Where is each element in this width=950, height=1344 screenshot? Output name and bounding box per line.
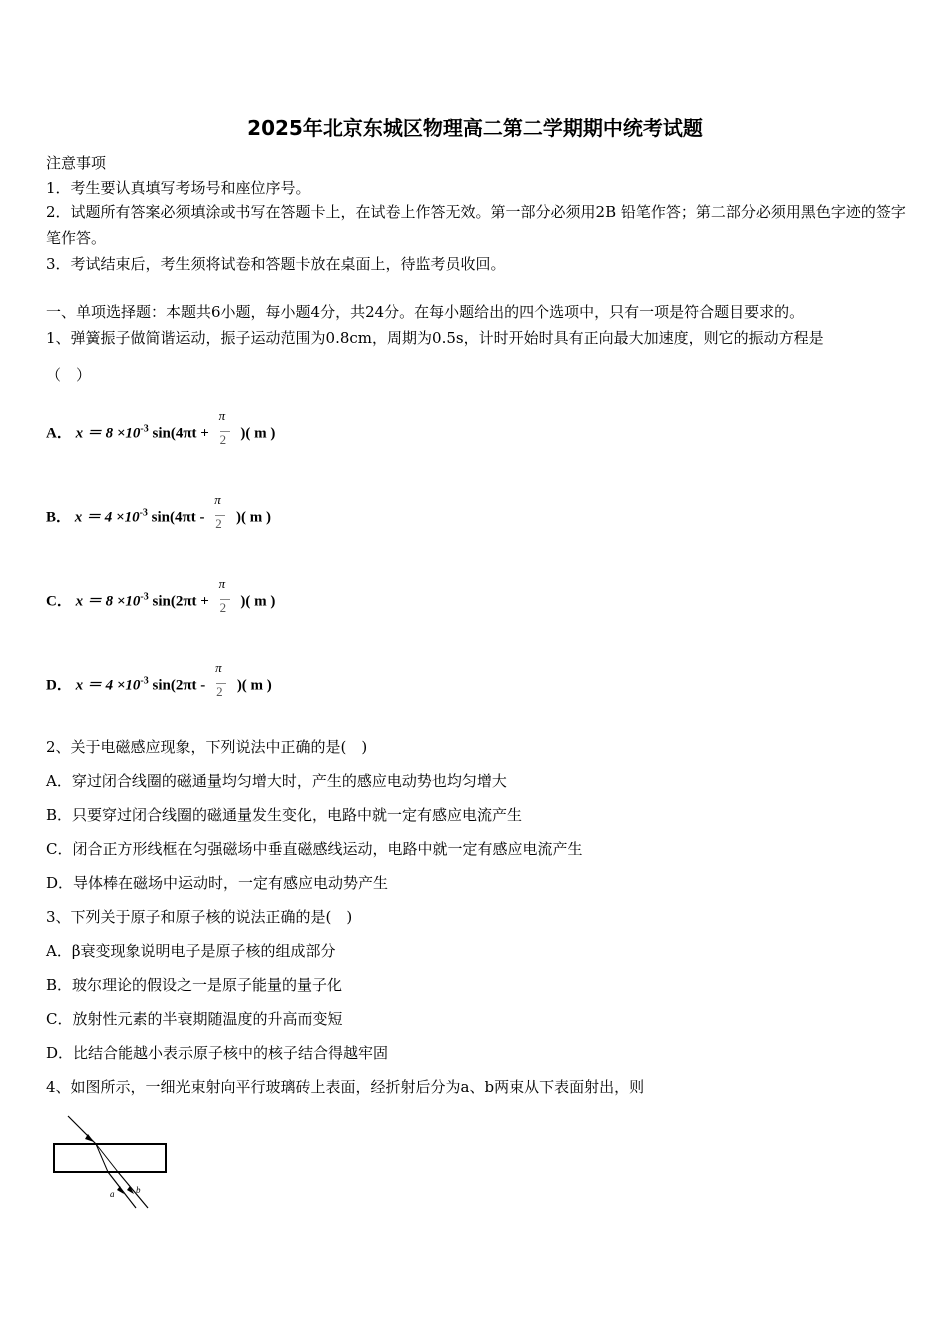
q2-option-a: A．穿过闭合线圈的磁通量均匀增大时，产生的感应电动势也均匀增大: [46, 772, 507, 790]
q4-stem: 4、如图所示，一细光束射向平行玻璃砖上表面，经折射后分为a、b两束从下表面射出，则: [46, 1078, 645, 1096]
option-post: )( m ): [236, 677, 272, 694]
q2-option-d: D．导体棒在磁场中运动时，一定有感应电动势产生: [46, 874, 389, 892]
refracted-ray-b: [96, 1144, 118, 1172]
option-mid: sin(4πt -: [147, 509, 205, 526]
option-exp: -3: [140, 423, 149, 435]
option-label: A．: [46, 425, 72, 442]
page-title: 2025年北京东城区物理高二第二学期期中统考试题: [247, 116, 703, 140]
q3-option-a: A．β衰变现象说明电子是原子核的组成部分: [46, 942, 336, 960]
option-post: )( m ): [235, 509, 271, 526]
option-exp: -3: [140, 675, 149, 687]
q2-stem: 2、关于电磁感应现象，下列说法中正确的是( ): [46, 738, 368, 756]
option-label: C．: [46, 593, 72, 610]
option-pre: x ＝ 8 ×10: [75, 593, 141, 610]
q3-stem: 3、下列关于原子和原子核的说法正确的是( ): [46, 908, 353, 926]
option-pre: x ＝ 4 ×10: [75, 677, 141, 694]
notice-heading: 注意事项: [46, 154, 107, 172]
q2-option-b: B．只要穿过闭合线圈的磁通量发生变化，电路中就一定有感应电流产生: [46, 806, 523, 824]
option-label: D．: [46, 677, 72, 694]
q3-option-d: D．比结合能越小表示原子核中的核子结合得越牢固: [46, 1044, 389, 1062]
label-b: b: [136, 1185, 141, 1195]
notice-item-2: 2．试题所有答案必须填涂或书写在答题卡上，在试卷上作答无效。第一部分必须用2B 铅笔作答；第二部分必须用黑色字迹的签字笔作答。: [46, 203, 906, 247]
option-pre: x ＝ 8 ×10: [75, 425, 141, 442]
fraction: $\frac{\pi}{2}$: [211, 498, 229, 538]
fraction: $\frac{\pi}{2}$: [216, 582, 234, 622]
refracted-ray-a: [96, 1144, 108, 1172]
q3-option-b: B．玻尔理论的假设之一是原子能量的量子化: [46, 976, 343, 994]
notice-item-3: 3．考试结束后，考生须将试卷和答题卡放在桌面上，待监考员收回。: [46, 255, 506, 273]
notice-item-1: 1．考生要认真填写考场号和座位序号。: [46, 179, 311, 197]
fraction: $\frac{\pi}{2}$: [216, 414, 234, 454]
section-heading: 一、单项选择题：本题共6小题，每小题4分，共24分。在每小题给出的四个选项中，只有一项是符合题目要求的。: [46, 303, 805, 321]
q3-option-c: C．放射性元素的半衰期随温度的升高而变短: [46, 1010, 343, 1028]
q1-option-c: [46, 576, 276, 622]
label-a: a: [110, 1189, 115, 1199]
option-exp: -3: [140, 591, 149, 603]
option-exp: -3: [139, 507, 148, 519]
glass-block: [54, 1144, 166, 1172]
option-post: )( m ): [240, 425, 276, 442]
option-post: )( m ): [240, 593, 276, 610]
q1-option-d: [46, 660, 272, 706]
q2-option-c: C．闭合正方形线框在匀强磁场中垂直磁感线运动，电路中就一定有感应电流产生: [46, 840, 583, 858]
q1-option-a: [46, 408, 276, 454]
q1-paren: （ ）: [46, 366, 92, 384]
glass-block-diagram: [50, 1112, 180, 1212]
fraction: $\frac{\pi}{2}$: [212, 666, 230, 706]
option-label: B．: [46, 509, 72, 526]
q1-option-b: [46, 492, 271, 538]
arrow-icon: [85, 1134, 94, 1142]
option-mid: sin(2πt -: [148, 677, 206, 694]
arrow-icon: [117, 1186, 124, 1194]
option-pre: x ＝ 4 ×10: [74, 509, 140, 526]
option-mid: sin(4πt +: [148, 425, 209, 442]
option-mid: sin(2πt +: [148, 593, 209, 610]
q1-stem: 1、弹簧振子做简谐运动，振子运动范围为0.8cm，周期为0.5s，计时开始时具有正向最大加速度，则它的振动方程是: [46, 329, 824, 347]
